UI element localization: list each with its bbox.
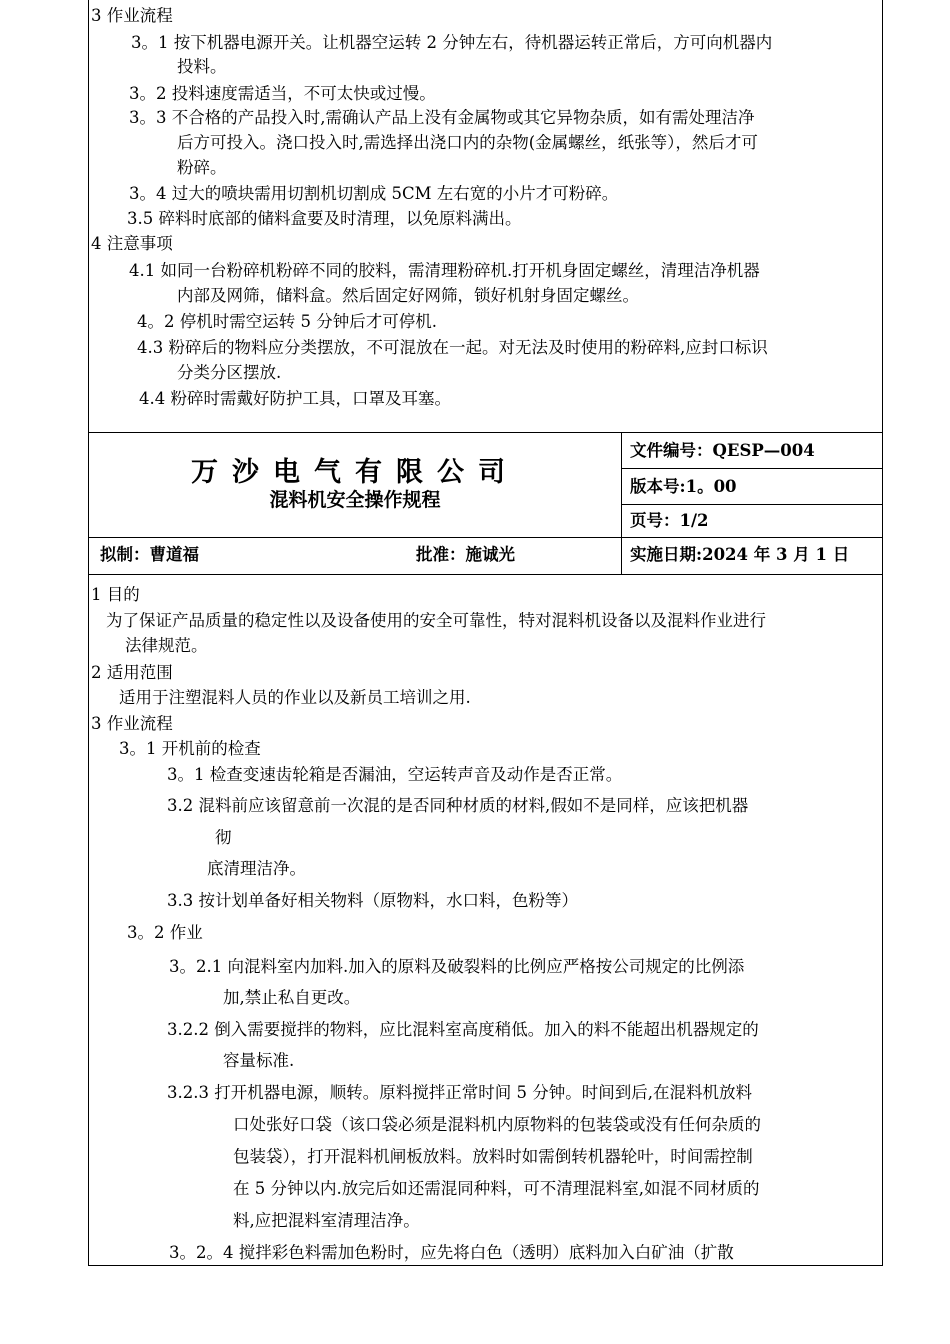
text-line: 3.2 混料前应该留意前一次混的是否同种材质的材料,假如不是同样，应该把机器 <box>167 796 749 815</box>
text-line: 为了保证产品质量的稳定性以及设备使用的安全可靠性，特对混料机设备以及混料作业进行 <box>106 611 766 630</box>
document-number: 文件编号：QESP—004 <box>630 441 815 460</box>
text-line: 3。2 作业 <box>127 923 203 942</box>
text-line: 4。2 停机时需空运转 5 分钟后才可停机. <box>137 312 437 331</box>
text-line: 投料。 <box>177 57 227 76</box>
text-line: 加,禁止私自更改。 <box>223 988 361 1007</box>
text-line: 3.2.3 打开机器电源，顺转。原料搅拌正常时间 5 分钟。时间到后,在混料机放料 <box>167 1083 752 1102</box>
heading-notes: 4 注意事项 <box>91 234 173 253</box>
text-line: 容量标准. <box>223 1051 295 1070</box>
heading-workflow: 3 作业流程 <box>91 6 173 25</box>
text-line: 3.3 按计划单备好相关物料（原物料，水口料，色粉等） <box>167 891 578 910</box>
text-line: 4.4 粉碎时需戴好防护工具，口罩及耳塞。 <box>139 389 451 408</box>
main-section-frame <box>88 574 883 1266</box>
text-line: 法律规范。 <box>125 636 208 655</box>
text-line: 3。1 开机前的检查 <box>119 739 261 758</box>
text-line: 包装袋），打开混料机闸板放料。放料时如需倒转机器轮叶，时间需控制 <box>233 1147 753 1166</box>
text-line: 彻 <box>215 828 232 847</box>
text-line: 4.3 粉碎后的物料应分类摆放，不可混放在一起。对无法及时使用的粉碎料,应封口标识 <box>137 338 768 357</box>
text-line: 3。1 检查变速齿轮箱是否漏油，空运转声音及动作是否正常。 <box>167 765 623 784</box>
heading-purpose: 1 目的 <box>91 585 140 604</box>
text-line: 在 5 分钟以内.放完后如还需混同种料，可不清理混料室,如混不同材质的 <box>233 1179 760 1198</box>
document-header-table <box>88 432 883 575</box>
text-line: 3.5 碎料时底部的储料盒要及时清理，以免原料满出。 <box>127 209 522 228</box>
text-line: 3。2。4 搅拌彩色料需加色粉时，应先将白色（透明）底料加入白矿油（扩散 <box>169 1243 734 1262</box>
text-line: 3。3 不合格的产品投入时,需确认产品上没有金属物或其它异物杂质，如有需处理洁净 <box>129 108 755 127</box>
text-line: 3。4 过大的喷块需用切割机切割成 5CM 左右宽的小片才可粉碎。 <box>129 184 619 203</box>
previous-section-frame <box>88 0 883 433</box>
approved-by: 批准：施诚光 <box>416 545 515 564</box>
page-number: 页号：1/2 <box>630 511 709 530</box>
text-line: 粉碎。 <box>177 158 227 177</box>
effective-date: 实施日期:2024 年 3 月 1 日 <box>630 545 850 564</box>
text-line: 3。1 按下机器电源开关。让机器空运转 2 分钟左右，待机器运转正常后，方可向机器内 <box>131 33 773 52</box>
company-name: 万沙电气有限公司 <box>191 457 519 488</box>
text-line: 内部及网筛，储料盒。然后固定好网筛，锁好机射身固定螺丝。 <box>177 286 639 305</box>
text-line: 后方可投入。浇口投入时,需选择出浇口内的杂物(金属螺丝，纸张等），然后才可 <box>177 133 758 152</box>
text-line: 适用于注塑混料人员的作业以及新员工培训之用. <box>119 688 471 707</box>
text-line: 料,应把混料室清理洁净。 <box>233 1211 420 1230</box>
drafted-by: 拟制：曹道福 <box>100 545 199 564</box>
text-line: 3。2 投料速度需适当，不可太快或过慢。 <box>129 84 436 103</box>
version-number: 版本号:1。00 <box>630 477 737 496</box>
heading-workflow: 3 作业流程 <box>91 714 173 733</box>
text-line: 4.1 如同一台粉碎机粉碎不同的胶料，需清理粉碎机.打开机身固定螺丝，清理洁净机器 <box>129 261 760 280</box>
text-line: 3。2.1 向混料室内加料.加入的原料及破裂料的比例应严格按公司规定的比例添 <box>169 957 745 976</box>
text-line: 分类分区摆放. <box>177 363 282 382</box>
text-line: 3.2.2 倒入需要搅拌的物料，应比混料室高度稍低。加入的料不能超出机器规定的 <box>167 1020 759 1039</box>
heading-scope: 2 适用范围 <box>91 663 173 682</box>
text-line: 口处张好口袋（该口袋必须是混料机内原物料的包装袋或没有任何杂质的 <box>233 1115 761 1134</box>
document-title: 混料机安全操作规程 <box>269 489 441 511</box>
text-line: 底清理洁净。 <box>207 859 306 878</box>
